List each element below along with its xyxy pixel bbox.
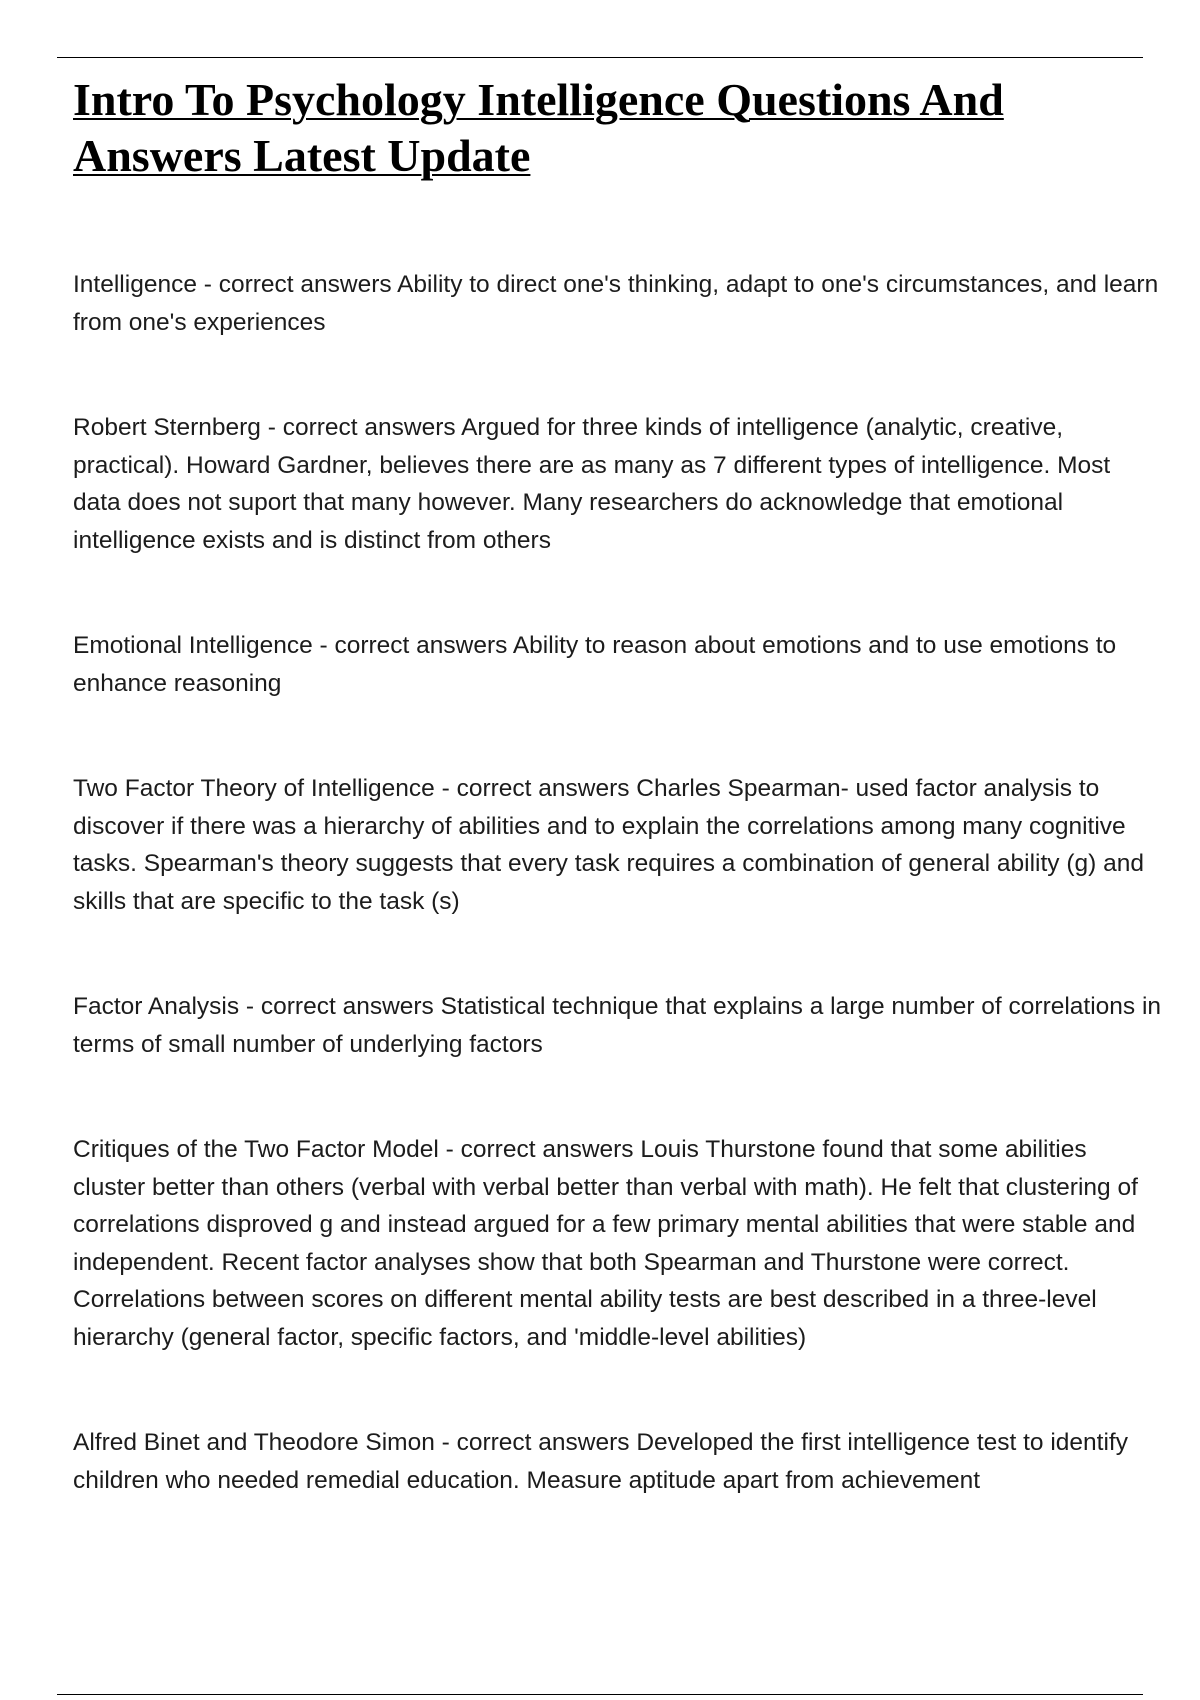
qa-separator: - correct answers: [312, 632, 513, 659]
qa-item-critiques-two-factor: [73, 1131, 1163, 1356]
qa-answer: Ability to direct one's thinking, adapt to one's circumstances, and learn from one's experiences: [73, 271, 1159, 336]
qa-answer: Ability to reason about emotions and to use emotions to enhance reasoning: [73, 632, 1117, 697]
qa-term: Factor Analysis: [73, 993, 240, 1020]
qa-answer: Developed the first intelligence test to identify children who needed remedial education. Measure aptitude apart from achievement: [73, 1429, 1128, 1494]
qa-separator: - correct answers: [438, 1136, 641, 1163]
qa-separator: - correct answers: [196, 271, 398, 298]
qa-separator: - correct answers: [239, 993, 441, 1020]
qa-answer: Statistical technique that explains a large number of correlations in terms of small number of underlying factors: [73, 993, 1162, 1058]
top-rule: [57, 57, 1143, 58]
qa-item-two-factor-theory: [73, 770, 1163, 920]
qa-list: [73, 266, 1163, 1499]
qa-term: Critiques of the Two Factor Model: [73, 1136, 439, 1163]
qa-item-factor-analysis: [73, 988, 1163, 1063]
qa-term: Two Factor Theory of Intelligence: [73, 775, 435, 802]
qa-answer: Argued for three kinds of intelligence (analytic, creative, practical). Howard Gardner, believes there are as many as 7 different types of intelligence. Most data does not suport that many however. Many researchers do acknowledge that emotional intelligence exists and is distinct from others: [73, 414, 1111, 554]
document-title: Intro To Psychology Intelligence Questions And Answers Latest Update: [73, 74, 1004, 181]
qa-separator: - correct answers: [434, 1429, 637, 1456]
qa-separator: - correct answers: [434, 775, 637, 802]
qa-item-robert-sternberg: [73, 409, 1163, 559]
qa-separator: - correct answers: [260, 414, 462, 441]
qa-term: Alfred Binet and Theodore Simon: [73, 1429, 435, 1456]
qa-item-binet-simon: [73, 1424, 1163, 1499]
qa-term: Robert Sternberg: [73, 414, 261, 441]
qa-item-emotional-intelligence: [73, 627, 1163, 702]
qa-item-intelligence: [73, 266, 1163, 341]
qa-answer: Charles Spearman- used factor analysis to discover if there was a hierarchy of abilities and to explain the correlations among many cognitive tasks. Spearman's theory suggests that every task requires a combination of general ability (g) and skills that are specific to the task (s): [73, 775, 1144, 915]
qa-answer: Louis Thurstone found that some abilities cluster better than others (verbal with verbal better than verbal with math). He felt that clustering of correlations disproved g and instead argued for a few primary mental abilities that were stable and independent. Recent factor analyses show that both Spearman and Thurstone were correct. Correlations between scores on different mental ability tests are best described in a three-level hierarchy (general factor, specific factors, and 'middle-level abilities): [73, 1136, 1138, 1351]
qa-term: Emotional Intelligence: [73, 632, 313, 659]
bottom-rule: [57, 1694, 1143, 1695]
qa-term: Intelligence: [73, 271, 197, 298]
